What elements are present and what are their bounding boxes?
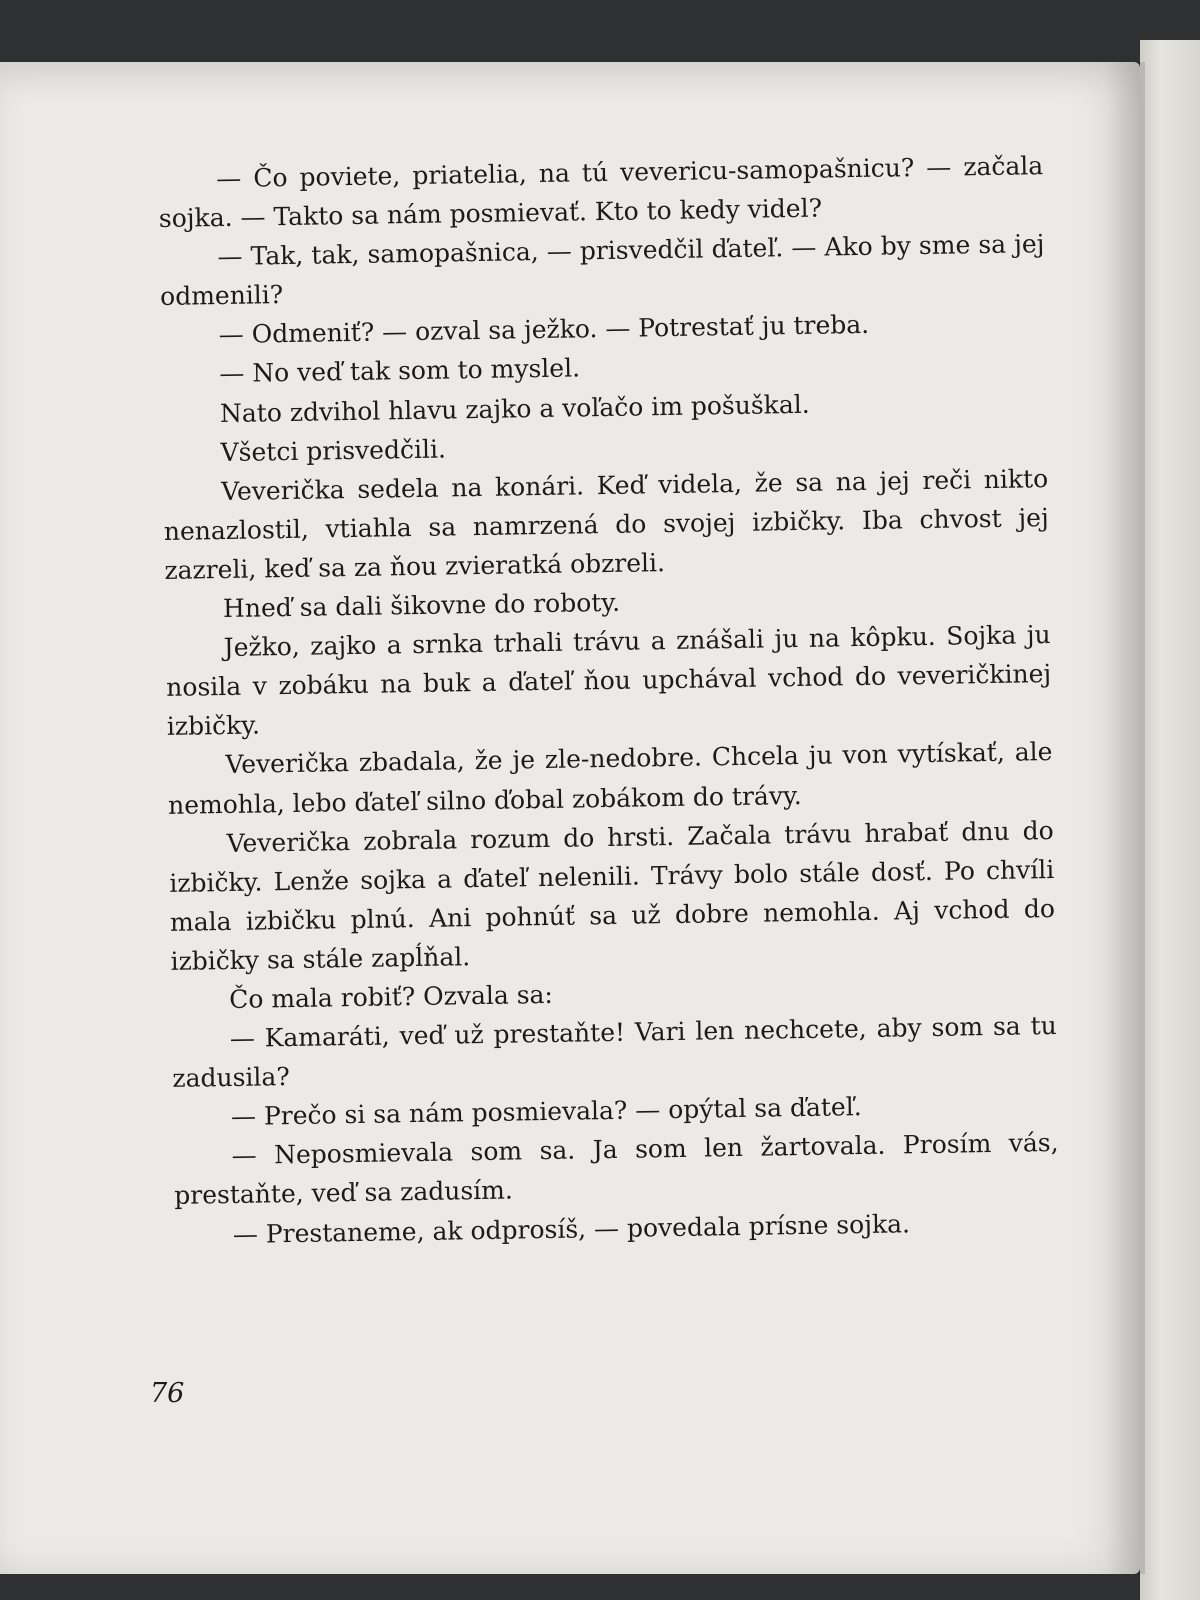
paragraph: — Prestaneme, ak odprosíš, — povedala prísne sojka. xyxy=(232,1208,911,1249)
paragraph: Ježko, zajko a srnka trhali trávu a znášali ju na kôpku. Sojka ju nosila v zobáku na buk a ďateľ ňou upchával vchod do veveričkinej izbičky. xyxy=(166,620,1052,742)
paragraph: Nato zdvihol hlavu zajko a voľačo im pošuškal. xyxy=(219,389,810,428)
paragraph: — Prečo si sa nám posmievala? — opýtal sa ďateľ. xyxy=(230,1092,862,1132)
page-gutter-shadow xyxy=(1105,62,1145,1574)
body-text xyxy=(158,146,1060,1254)
paragraph: — Tak, tak, samopašnica, — prisvedčil ďateľ. — Ako by sme sa jej odmenili? xyxy=(159,229,1045,312)
paragraph: — Čo poviete, priatelia, na tú vevericu-samopašnicu? — začala sojka. — Takto sa nám posmievať. Kto to kedy videl? xyxy=(158,151,1044,234)
paragraph: — No veď tak som to myslel. xyxy=(219,353,581,389)
paragraph: Veverička zobrala rozum do hrsti. Začala trávu hrabať dnu do izbičky. Lenže sojka a ďateľ nelenili. Trávy bolo stále dosť. Po chvíli mala izbičku plnú. Ani pohnúť sa už dobre nemohla. Aj vchod do izbičky sa stále zapĺňal. xyxy=(169,815,1056,976)
next-page-edge xyxy=(1140,40,1200,1600)
page-number: 76 xyxy=(150,1378,185,1409)
paragraph: Veverička zbadala, že je zle-nedobre. Chcela ju von vytískať, ale nemohla, lebo ďateľ silno ďobal zobákom do trávy. xyxy=(167,737,1053,820)
paragraph: — Kamaráti, veď už prestaňte! Vari len nechcete, aby som sa tu zadusila? xyxy=(172,1011,1057,1094)
paragraph: Veverička sedela na konári. Keď videla, že sa na jej reči nikto nenazlostil, vtiahla sa namrzená do svojej izbičky. Iba chvost jej zazreli, keď sa za ňou zvieratká obzreli. xyxy=(163,463,1049,585)
paragraph: Všetci prisvedčili. xyxy=(220,434,447,467)
paragraph: — Neposmievala som sa. Ja som len žartovala. Prosím vás, prestaňte, veď sa zadusím. xyxy=(174,1128,1059,1211)
paragraph: Hneď sa dali šikovne do roboty. xyxy=(222,587,621,624)
paragraph: — Odmeniť? — ozval sa ježko. — Potrestať ju treba. xyxy=(218,310,870,350)
paragraph: Čo mala robiť? Ozvala sa: xyxy=(228,979,554,1014)
